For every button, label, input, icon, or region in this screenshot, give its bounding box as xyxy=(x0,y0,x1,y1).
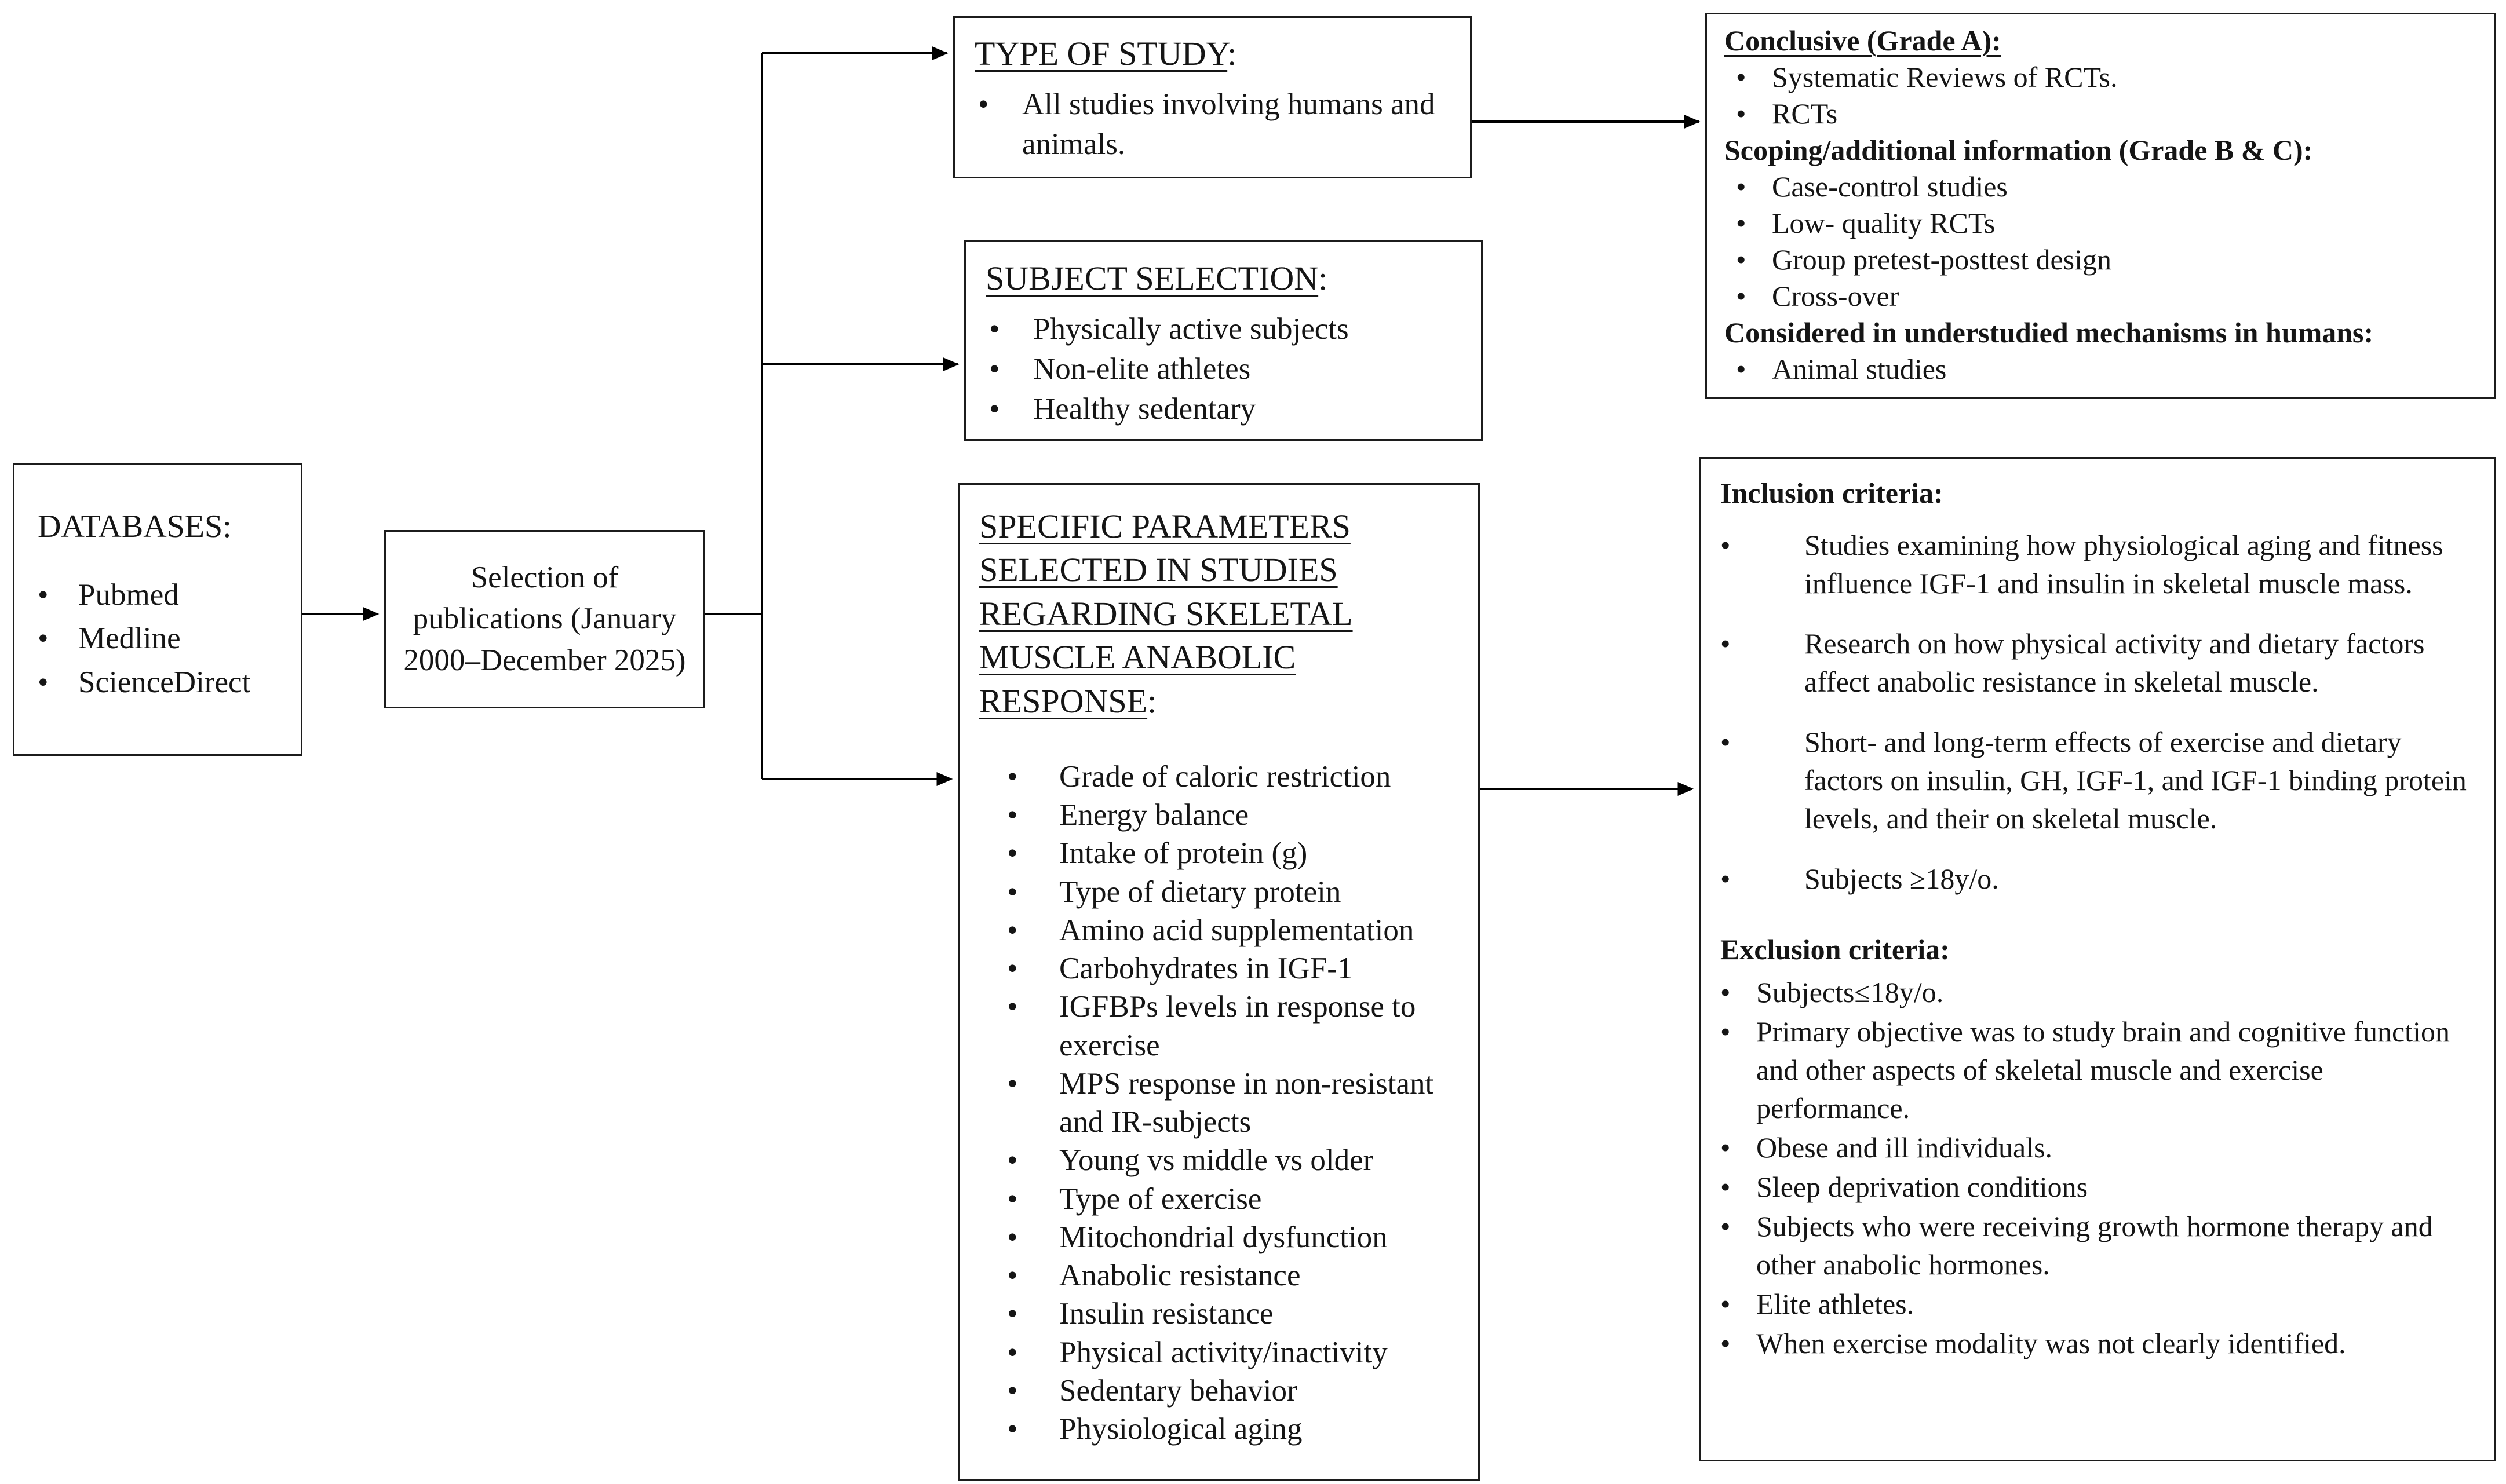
evidence-item-label: • Group pretest-posttest design xyxy=(1772,243,2112,276)
parameter-item xyxy=(1007,1333,1461,1372)
criteria-box xyxy=(1699,457,2496,1461)
parameter-item xyxy=(1007,949,1461,988)
subject-selection-list xyxy=(986,309,1461,429)
subject-selection-item xyxy=(989,349,1461,389)
evidence-item xyxy=(1724,242,2479,278)
type-of-study-box xyxy=(953,16,1472,178)
evidence-item xyxy=(1724,205,2479,242)
database-item-label: • ScienceDirect xyxy=(78,665,251,699)
evidence-item xyxy=(1724,96,2479,132)
exclusion-item xyxy=(1720,1285,2477,1323)
evidence-grades-box xyxy=(1705,13,2496,399)
title-colon: : xyxy=(1147,682,1157,720)
database-item-label: • Pubmed xyxy=(78,577,179,612)
evidence-heading-scoping: Scoping/additional information (Grade B & C): xyxy=(1724,134,2313,166)
parameter-item-label: • Type of exercise xyxy=(1059,1182,1262,1216)
parameter-item xyxy=(1007,1410,1461,1448)
parameter-item-label: • Sedentary behavior xyxy=(1059,1373,1297,1408)
inclusion-item-label: • Studies examining how physiological aging and fitness influence IGF-1 and insulin in skeletal muscle mass. xyxy=(1804,529,2443,600)
parameter-item xyxy=(1007,1180,1461,1218)
selection-box xyxy=(384,530,705,708)
type-of-study-title-text: TYPE OF STUDY xyxy=(975,35,1228,72)
subject-selection-item xyxy=(989,309,1461,349)
exclusion-item-label: • Subjects≤18y/o. xyxy=(1756,976,1944,1008)
parameter-item xyxy=(1007,1295,1461,1333)
parameter-item xyxy=(1007,873,1461,911)
parameter-item-label: • Grade of caloric restriction xyxy=(1059,759,1391,794)
databases-box xyxy=(13,463,302,756)
parameter-item-label: • MPS response in non-resistant and IR-subjects xyxy=(1059,1066,1434,1139)
database-item xyxy=(38,662,283,704)
parameter-item xyxy=(1007,796,1461,834)
exclusion-item-label: • Primary objective was to study brain and cognitive function and other aspects of skeletal muscle and exercise performance. xyxy=(1756,1015,2450,1124)
inclusion-item-label: • Subjects ≥18y/o. xyxy=(1804,862,1999,895)
subject-selection-title xyxy=(986,257,1461,300)
parameter-item xyxy=(1007,758,1461,796)
parameter-item-label: • Carbohydrates in IGF-1 xyxy=(1059,952,1353,986)
evidence-item xyxy=(1724,351,2479,388)
parameter-item xyxy=(1007,1256,1461,1295)
subject-selection-item xyxy=(989,389,1461,429)
evidence-item-label: • Systematic Reviews of RCTs. xyxy=(1772,61,2118,93)
parameter-item-label: • Energy balance xyxy=(1059,798,1249,832)
evidence-item xyxy=(1724,169,2479,205)
inclusion-item xyxy=(1720,723,2477,838)
parameter-item xyxy=(1007,1141,1461,1179)
subject-selection-title-text: SUBJECT SELECTION xyxy=(986,259,1319,297)
parameter-item-label: • IGFBPs levels in response to exercise xyxy=(1059,990,1416,1062)
subject-selection-item-label: • Non-elite athletes xyxy=(1033,352,1251,386)
exclusion-item-label: • Sleep deprivation conditions xyxy=(1756,1171,2088,1203)
parameter-item xyxy=(1007,1372,1461,1410)
parameter-item-label: • Type of dietary protein xyxy=(1059,875,1341,909)
inclusion-item xyxy=(1720,860,2477,898)
selection-text: Selection of publications (January 2000–December 2025) xyxy=(403,560,686,677)
parameter-item-label: • Young vs middle vs older xyxy=(1059,1143,1374,1178)
evidence-item-label: • Cross-over xyxy=(1772,280,1899,312)
database-item xyxy=(38,618,283,660)
exclusion-criteria-list xyxy=(1720,973,2477,1362)
parameter-item xyxy=(1007,1218,1461,1256)
parameter-item-label: • Amino acid supplementation xyxy=(1059,913,1414,947)
parameters-box xyxy=(958,483,1480,1481)
exclusion-item xyxy=(1720,1207,2477,1284)
parameter-item xyxy=(1007,1065,1461,1142)
parameter-item xyxy=(1007,911,1461,949)
parameter-item xyxy=(1007,834,1461,872)
inclusion-criteria-list xyxy=(1720,526,2477,898)
exclusion-item xyxy=(1720,1324,2477,1362)
parameter-item-label: • Physical activity/inactivity xyxy=(1059,1335,1388,1369)
title-colon: : xyxy=(1227,35,1237,72)
parameters-title xyxy=(979,505,1461,723)
databases-title: DATABASES: xyxy=(38,509,232,544)
evidence-item xyxy=(1724,278,2479,315)
subject-selection-item-label: • Healthy sedentary xyxy=(1033,392,1256,426)
database-item-label: • Medline xyxy=(78,622,181,656)
type-of-study-title xyxy=(975,32,1450,75)
database-item xyxy=(38,575,283,616)
parameter-item-label: • Insulin resistance xyxy=(1059,1297,1274,1331)
inclusion-item-label: • Short- and long-term effects of exercise and dietary factors on insulin, GH, IGF-1, and IGF-1 binding protein levels, and their on skeletal muscle. xyxy=(1804,726,2467,835)
type-of-study-item xyxy=(978,85,1450,165)
type-of-study-list xyxy=(975,85,1450,165)
exclusion-item-label: • Elite athletes. xyxy=(1756,1288,1914,1320)
exclusion-item xyxy=(1720,1168,2477,1206)
evidence-item-label: • Case-control studies xyxy=(1772,170,2008,203)
inclusion-item-label: • Research on how physical activity and dietary factors affect anabolic resistance in skeletal muscle. xyxy=(1804,627,2425,698)
evidence-item xyxy=(1724,59,2479,96)
exclusion-item-label: • Obese and ill individuals. xyxy=(1756,1131,2053,1164)
parameters-title-text: SPECIFIC PARAMETERS SELECTED IN STUDIES REGARDING SKELETAL MUSCLE ANABOLIC RESPONSE xyxy=(979,507,1353,720)
parameters-list xyxy=(979,758,1461,1449)
subject-selection-item-label: • Physically active subjects xyxy=(1033,312,1349,346)
parameter-item-label: • Intake of protein (g) xyxy=(1059,836,1308,871)
exclusion-item xyxy=(1720,1128,2477,1167)
evidence-item-label: • RCTs xyxy=(1772,97,1838,130)
exclusion-item-label: • Subjects who were receiving growth hormone therapy and other anabolic hormones. xyxy=(1756,1210,2433,1281)
parameter-item-label: • Physiological aging xyxy=(1059,1412,1303,1446)
evidence-heading-understudied: Considered in understudied mechanisms in humans: xyxy=(1724,316,2374,349)
inclusion-criteria-heading: Inclusion criteria: xyxy=(1720,477,1943,509)
exclusion-item-label: • When exercise modality was not clearly identified. xyxy=(1756,1327,2346,1359)
evidence-item-label: • Low- quality RCTs xyxy=(1772,207,1996,239)
databases-list xyxy=(38,575,283,704)
title-colon: : xyxy=(1318,259,1328,297)
parameter-item-label: • Anabolic resistance xyxy=(1059,1259,1301,1293)
inclusion-item xyxy=(1720,624,2477,701)
subject-selection-box xyxy=(964,240,1483,441)
type-of-study-item-label: • All studies involving humans and animals. xyxy=(1022,87,1435,162)
exclusion-item xyxy=(1720,973,2477,1011)
inclusion-item xyxy=(1720,526,2477,602)
evidence-item-label: • Animal studies xyxy=(1772,353,1947,385)
exclusion-item xyxy=(1720,1013,2477,1127)
evidence-heading-conclusive: Conclusive (Grade A): xyxy=(1724,24,2001,57)
parameter-item-label: • Mitochondrial dysfunction xyxy=(1059,1220,1388,1254)
exclusion-criteria-heading: Exclusion criteria: xyxy=(1720,933,1950,966)
parameter-item xyxy=(1007,988,1461,1065)
